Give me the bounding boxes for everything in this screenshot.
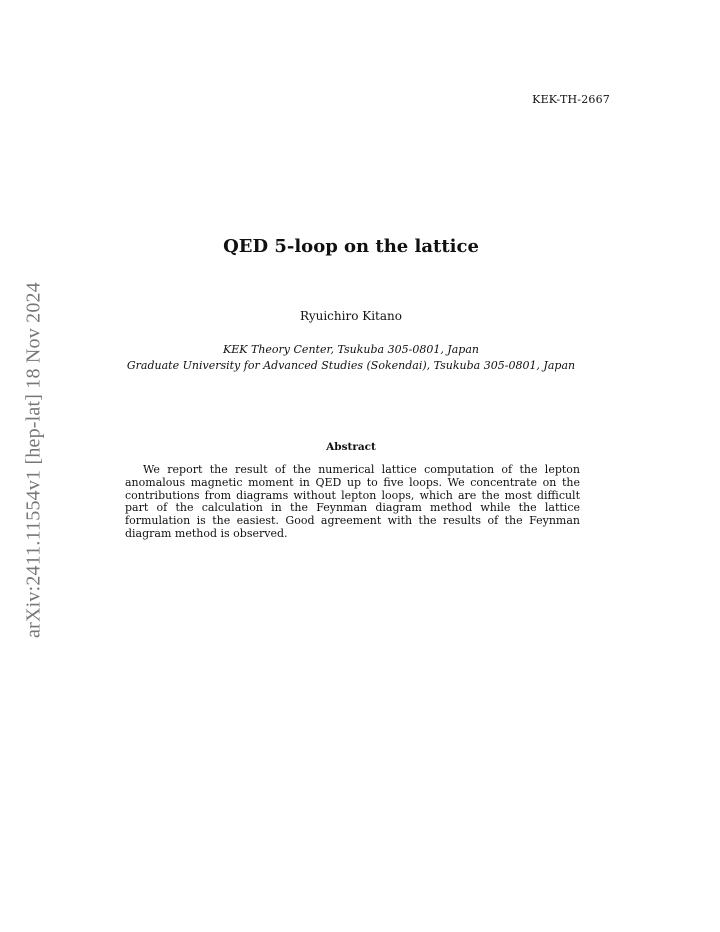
abstract-text: We report the result of the numerical lattice computation of the lepton anomalous magnetic moment in QED up to five loops. We concentrate on the contributions from diagrams without lepton loops, which are the most difficult part of the calculation in the Feynman diagram method while the lattice formulation is the easiest. Good agreement with the results of the Feynman diagram method is observed. xyxy=(125,463,580,540)
author-name: Ryuichiro Kitano xyxy=(300,309,402,323)
report-number: KEK-TH-2667 xyxy=(532,93,610,106)
arxiv-identifier-stamp: arXiv:2411.11554v1 [hep-lat] 18 Nov 2024 xyxy=(22,282,45,638)
affiliation-kek: KEK Theory Center, Tsukuba 305-0801, Japan xyxy=(223,343,479,356)
paper-title: QED 5-loop on the lattice xyxy=(223,236,479,257)
affiliation-sokendai: Graduate University for Advanced Studies (Sokendai), Tsukuba 305-0801, Japan xyxy=(126,359,576,372)
abstract-heading: Abstract xyxy=(326,441,376,453)
